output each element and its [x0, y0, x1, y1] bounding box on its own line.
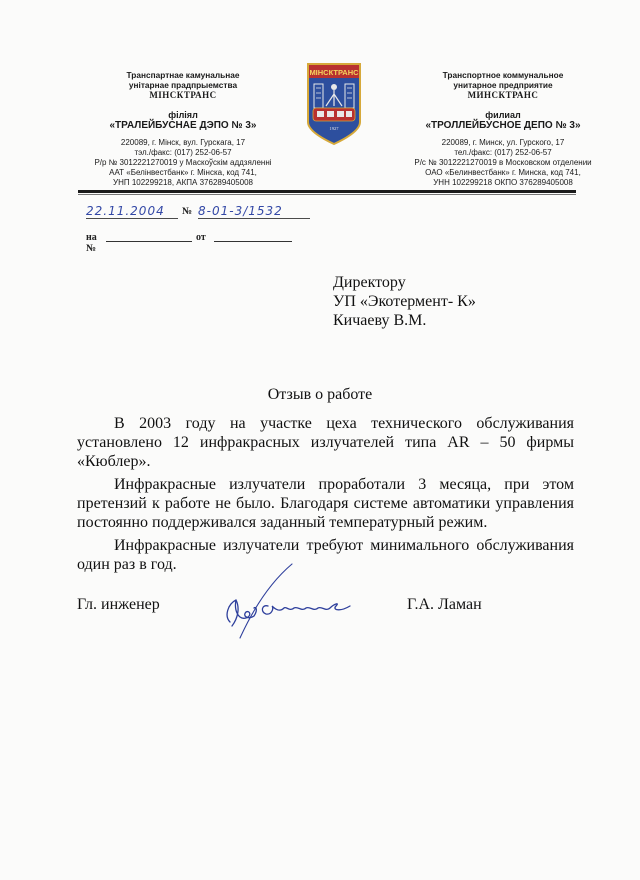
svg-text:МІНСКТРАНС: МІНСКТРАНС — [309, 68, 359, 77]
org-name-line1: Транспартнае камунальнае — [126, 70, 240, 80]
minsktrans-emblem-icon — [304, 60, 364, 146]
address-line: 220089, г. Мінск, вул. Гурскага, 17 — [120, 138, 246, 147]
body-paragraph: Инфракрасные излучатели проработали 3 месяца, при этом претензий к работе не было. Благодаря системе автоматики управления постоянно поддерживался заданный температурный режим. — [77, 476, 574, 531]
bank-account-line: Р/р № 3012221270019 у Маскоўскім аддзяленні — [94, 158, 272, 167]
letterhead-divider-thin — [78, 194, 576, 195]
depot-name: «ТРАЛЕЙБУСНАЕ ДЭПО № 3» — [109, 120, 257, 131]
signer-position: Гл. инженер — [77, 596, 160, 613]
tax-id-line: УНН 102299218 ОКПО 376289405008 — [433, 178, 573, 187]
letterhead-belarusian — [68, 70, 298, 188]
letter-body — [77, 414, 574, 578]
svg-text:1927: 1927 — [329, 126, 339, 131]
phone-line: тэл./факс: (017) 252-06-57 — [134, 148, 232, 157]
branch-label: філіял — [168, 110, 198, 120]
address-block — [388, 138, 618, 188]
branch-label: филиал — [485, 110, 521, 120]
number-label: № — [182, 206, 193, 217]
bank-account-line: Р/с № 3012221270019 в Московском отделении — [414, 158, 592, 167]
handwritten-signature-icon — [210, 560, 390, 640]
addressee-company: УП «Экотермент- К» — [333, 293, 476, 310]
signer-name: Г.А. Ламан — [407, 596, 482, 613]
brand-name: МІНСКТРАНС — [149, 90, 217, 100]
ref-from-label: от — [196, 232, 206, 243]
brand-name: МИНСКТРАНС — [467, 90, 539, 100]
bank-name-line: ОАО «Белинвестбанк» г. Минска, код 741, — [425, 168, 581, 177]
document-title: Отзыв о работе — [267, 386, 373, 403]
outgoing-date: 22.11.2004 — [86, 204, 178, 219]
registration-row — [86, 202, 386, 222]
depot-name: «ТРОЛЛЕЙБУСНОЕ ДЕПО № 3» — [425, 120, 581, 131]
address-line: 220089, г. Минск, ул. Гурского, 17 — [441, 138, 565, 147]
outgoing-number: 8-01-3/1532 — [198, 204, 310, 219]
address-block — [68, 138, 298, 188]
addressee-name: Кичаеву В.М. — [333, 312, 427, 329]
ref-date-blank — [214, 232, 292, 242]
phone-line: тел./факс: (017) 252-06-57 — [454, 148, 552, 157]
ref-number-blank — [106, 232, 192, 242]
org-name-line1: Транспортное коммунальное — [442, 70, 564, 80]
tax-id-line: УНП 102299218, АКПА 376289405008 — [112, 178, 253, 187]
ref-number-label: на № — [86, 232, 97, 254]
addressee-position: Директору — [333, 274, 406, 291]
org-name-line2: унітарнае прадпрыемства — [128, 80, 238, 90]
letterhead-divider — [78, 190, 576, 193]
bank-name-line: ААТ «Белінвестбанк» г. Мінска, код 741, — [109, 168, 257, 177]
addressee-block — [333, 273, 476, 330]
body-paragraph: В 2003 году на участке цеха технического обслуживания установлено 12 инфракрасных излучателей типа AR – 50 фирмы «Кюблер». — [77, 415, 574, 470]
org-name-line2: унитарное предприятие — [453, 80, 553, 90]
body-paragraph: Инфракрасные излучатели требуют минимального обслуживания один раз в год. — [77, 537, 574, 573]
letterhead-russian — [388, 70, 618, 188]
